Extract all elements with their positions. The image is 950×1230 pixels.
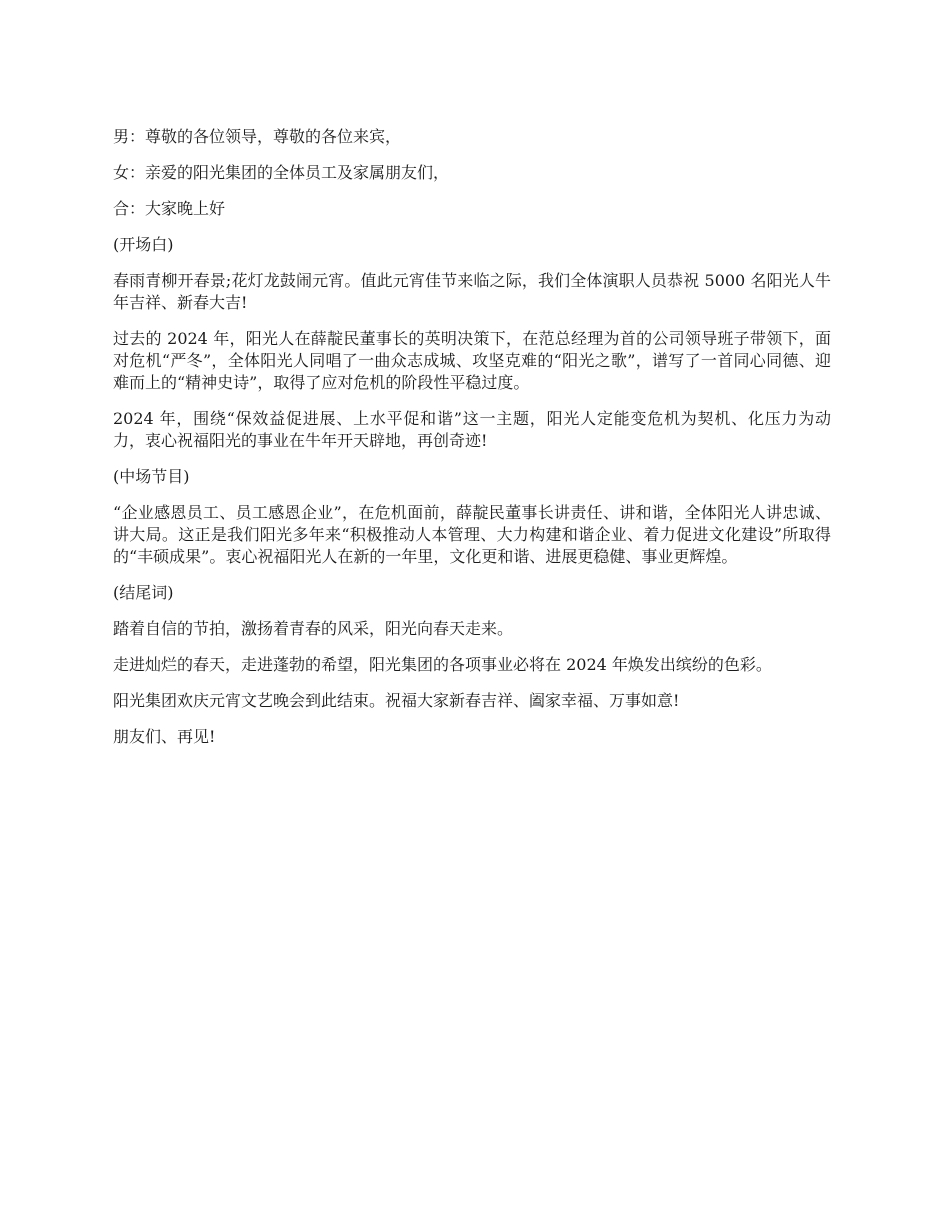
- closing-paragraph-2: 走进灿烂的春天，走进蓬勃的希望，阳光集团的各项事业必将在 2024 年焕发出缤纷的色彩。: [113, 655, 772, 674]
- closing-paragraph-3: 阳光集团欢庆元宵文艺晚会到此结束。祝福大家新春吉祥、阖家幸福、万事如意!: [113, 691, 680, 710]
- section-heading-closing: (结尾词): [113, 583, 174, 602]
- closing-farewell: 朋友们、再见!: [113, 727, 216, 746]
- opening-paragraph-2: 过去的 2024 年，阳光人在薛靛民董事长的英明决策下，在范总经理为首的公司领导班子带领下，面对危机“严冬”，全体阳光人同唱了一曲众志成城、攻坚克难的“阳光之歌”，谱写了一首同心同德、迎难而上的“精神史诗”，取得了应对危机的阶段性平稳过度。: [113, 329, 831, 392]
- opening-paragraph-3: 2024 年，围绕“保效益促进展、上水平促和谐”这一主题，阳光人定能变危机为契机、化压力为动力，衷心祝福阳光的事业在牛年开天辟地，再创奇迹!: [113, 409, 831, 450]
- opening-paragraph-1: 春雨青柳开春景;花灯龙鼓闹元宵。值此元宵佳节来临之际，我们全体演职人员恭祝 5000 名阳光人牛年吉祥、新春大吉!: [113, 271, 831, 312]
- line-female-host-greeting: 女：亲爱的阳光集团的全体员工及家属朋友们，: [113, 163, 450, 182]
- section-heading-intermission: (中场节目): [113, 467, 190, 486]
- document-body: [113, 126, 831, 762]
- line-male-host-greeting: 男：尊敬的各位领导，尊敬的各位来宾，: [113, 127, 402, 146]
- section-heading-opening: (开场白): [113, 235, 174, 254]
- intermission-paragraph: “企业感恩员工、员工感恩企业”，在危机面前，薛靛民董事长讲责任、讲和谐，全体阳光人讲忠诚、讲大局。这正是我们阳光多年来“积极推动人本管理、大力构建和谐企业、着力促进文化建设”所取得的“丰硕成果”。衷心祝福阳光人在新的一年里，文化更和谐、进展更稳健、事业更辉煌。: [113, 503, 831, 566]
- line-together-greeting: 合：大家晚上好: [113, 199, 226, 218]
- closing-paragraph-1: 踏着自信的节拍，激扬着青春的风采，阳光向春天走来。: [113, 619, 514, 638]
